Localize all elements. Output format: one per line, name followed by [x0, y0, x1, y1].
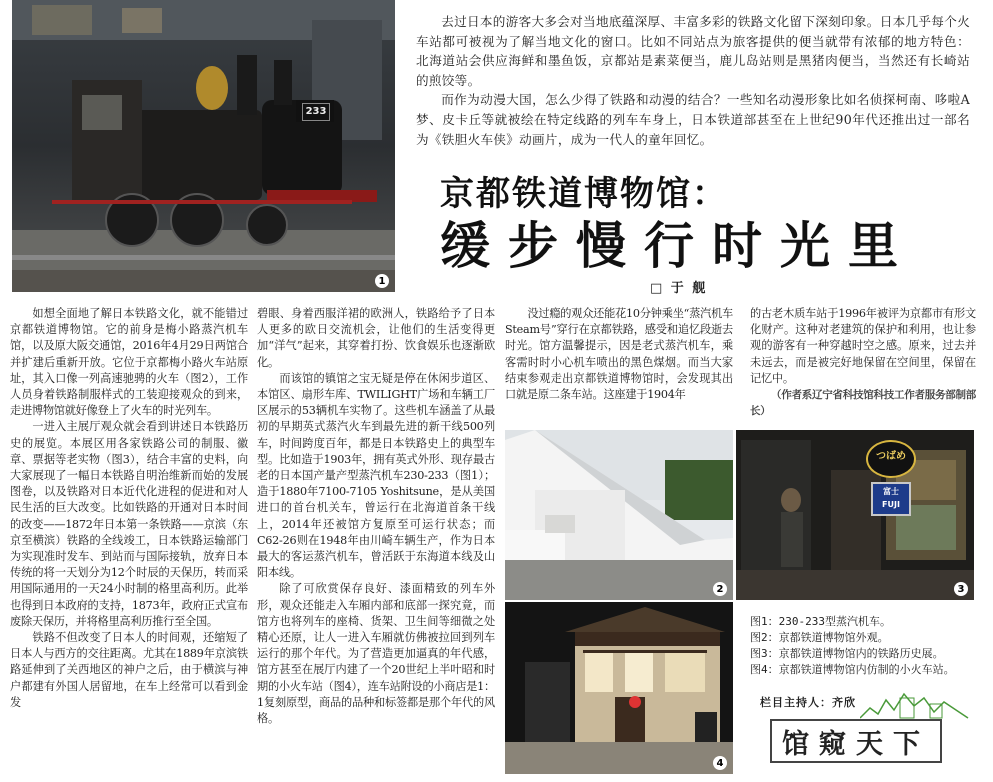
article-paragraph: 除了可欣赏保存良好、漆面精致的列车外形，观众还能走入车厢内部和底部一探究竟，而馆方也将列车的座椅、货架、卫生间等细微之处精心还原，让人一进入车厢就仿佛被拉回到列车运行的那个年代。为了营造更加逼真的年代感，馆方甚至在展厅内建了一个20世纪上半叶昭和时期的小火车站（图4），连车站附设的小商店是1：1复刻原型，商品的品种和标签都是那个年代的风格。	[257, 582, 495, 726]
column-name-box: 馆窥天下	[770, 719, 942, 763]
photo-number: 3	[954, 582, 968, 596]
article-paragraph: 一进入主展厅观众就会看到讲述日本铁路历史的展览。本展区用各家铁路公司的制服、徽章、票据等老实物（图3），结合丰富的史料，向大家展现了一幅日本铁路自明治维新而始的发展图卷，以及铁路对日本近代化进程的促进和对人民生活的巨大改变。比如铁路的开通对日本时间的改变——1872年日本第一条铁路——京滨（东京至横滨）铁路的全线竣工，日本铁路运输部门为实现准时发车、到站而与国际接轨，放弃日本传统的将一天划分为12个时辰的天保历，转而采用国际通用的一天24小时制的格里高利历。此举也得到日本政府的支持，1873年，政府正式宣布废除天保历，并将格里高利历推行至全国。	[10, 420, 248, 628]
fuji-sign-kanji: 富士	[883, 487, 899, 496]
caption: 图4：京都铁道博物馆内仿制的小火车站。	[750, 663, 955, 676]
caption: 图1：230-233型蒸汽机车。	[750, 615, 891, 628]
article-paragraph: 而该馆的镇馆之宝无疑是停在休闲步道区、本馆区、扇形车库、TWILIGHT广场和车辆工厂区展示的53辆机车实物了。这些机车涵盖了从最初的早期英式蒸汽火车到最先进的新干线500列车，时间跨度百年，都是日本铁路史上的典型车型。比如造于1903年，拥有英式外形、现存最古老的日本国产量产型蒸汽机车230-233（图1）；造于1880年7100-7105 Yoshitsune，是从美国进口的首台机关车，曾运行在北海道首条干线上，2014年还被馆方复原至可运行状态；而C62-26则在1948年由川崎车辆生产，作为日本最大的客运蒸汽机车，曾活跃于东海道本线及山阳本线。	[257, 371, 495, 580]
article-paragraph: 没过瘾的观众还能花10分钟乘坐“蒸汽机车Steam号”穿行在京都铁路，感受和追忆段逝去时光。馆方温馨提示，因是老式蒸汽机车，乘客需时时小心机车喷出的黑色煤烟。而当大家结束参观走出京都铁道博物馆时，会发现其出口就是原二条车站。这座建于1904年	[505, 307, 733, 402]
author-note: （作者系辽宁省科技馆科技工作者服务部制部长）	[750, 389, 976, 418]
intro-paragraph: 而作为动漫大国，怎么少得了铁路和动漫的结合？一些知名动漫形象比如名侦探柯南、哆啦A梦、皮卡丘等就被绘在特定线路的列车车身上，日本铁道部甚至在上世纪90年代还推出过一部名为《铁胆火车侠》动画片，成为一代人的童年回忆。	[416, 92, 970, 147]
article-column-2	[257, 306, 495, 778]
photo-history-exhibit	[736, 430, 974, 600]
article-column-4	[750, 306, 976, 422]
article-column-1	[10, 306, 248, 778]
steam-locomotive-illustration	[12, 0, 395, 292]
skyline-decoration	[860, 688, 970, 720]
byline: □ 于 舰	[650, 281, 708, 296]
caption: 图2：京都铁道博物馆外观。	[750, 631, 889, 644]
locomotive-number-plate: 233	[302, 103, 330, 121]
photo-number: 4	[713, 756, 727, 770]
history-exhibit-illustration	[736, 430, 974, 600]
intro-paragraph: 去过日本的游客大多会对当地底蕴深厚、丰富多彩的铁路文化留下深刻印象。日本几乎每个火车站都可被视为了解当地文化的窗口。比如不同站点为旅客提供的便当就带有浓郁的地方特色：北海道站会供应海鲜和墨鱼饭，京都站是素菜便当，鹿儿岛站则是黑猪肉便当，当然还有长崎站的煎饺等。	[416, 14, 970, 88]
replica-station-illustration	[505, 602, 733, 774]
column-host: 栏目主持人：齐欣	[760, 696, 856, 709]
intro-text	[416, 12, 970, 149]
fuji-sign	[871, 482, 911, 516]
photo-museum-exterior	[505, 430, 733, 600]
photo-number: 2	[713, 582, 727, 596]
photo-replica-station	[505, 602, 733, 774]
article-paragraph: 碧眼、身着西服洋裙的欧洲人，铁路给予了日本人更多的欧日交流机会，让他们的生活变得更加“洋气”起来，其穿着打扮、饮食娱乐也逐渐欧化。	[257, 307, 495, 369]
headline-line1: 京都铁道博物馆：	[440, 174, 728, 214]
museum-exterior-illustration	[505, 430, 733, 600]
photo-number: 1	[375, 274, 389, 288]
tsubame-sign: つばめ	[866, 440, 916, 478]
headline-line2: 缓步慢行时光里	[440, 217, 916, 275]
photo-captions	[750, 614, 986, 678]
article-column-3	[505, 306, 733, 422]
article-paragraph: 如想全面地了解日本铁路文化，就不能错过京都铁道博物馆。它的前身是梅小路蒸汽机车馆，以及原大阪交通馆，2016年4月29日两馆合并扩建后重新开放。它位于京都梅小路火车站原址，其入口像一列高速驰骋的火车（图2），工作人员身着铁路制服样式的工装迎接观众的到来，走进博物馆就好像登上了火车的时光列车。	[10, 307, 248, 418]
article-paragraph: 铁路不但改变了日本人的时间观，还缩短了日本人与西方的交往距离。尤其在1889年京滨铁路延伸到了关西地区的神户之后，由于横滨与神户都建有外国人居留地，在车上经常可以看到金发	[10, 631, 248, 709]
photo-steam-locomotive	[12, 0, 395, 292]
caption: 图3：京都铁道博物馆内的铁路历史展。	[750, 647, 944, 660]
article-paragraph: 的古老木质车站于1996年被评为京都市有形文化财产。这种对老建筑的保护和利用，也让参观的游客有一种穿越时空之感。原来，过去并未远去，而是被完好地保留在空间里，保留在记忆中。	[750, 307, 976, 385]
fuji-sign-latin: FUJI	[882, 500, 900, 509]
